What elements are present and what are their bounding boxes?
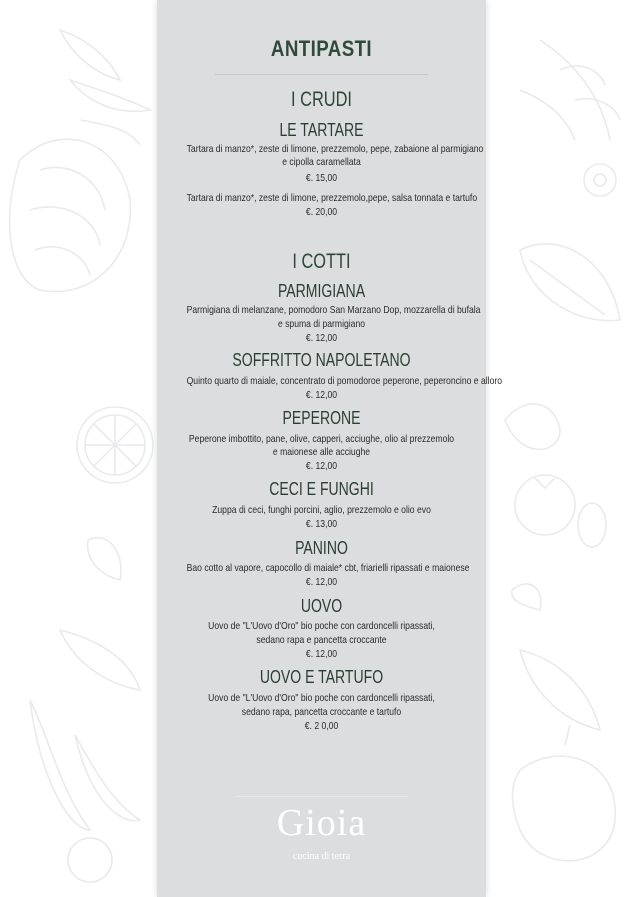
dish-price: €. 12,00	[305, 576, 338, 588]
leaf-icon	[512, 584, 541, 610]
section-title-cotti: I COTTI	[292, 250, 351, 273]
dish-title-soffritto: SOFFRITTO NAPOLETANO	[232, 350, 411, 370]
dish-description: e maionese alle acciughe	[272, 446, 371, 458]
dish-description: Peperone imbottito, pane, olive, capperi, acciughe, olio al prezzemolo	[188, 433, 455, 445]
leaf-icon	[520, 650, 600, 730]
dish-title-ceci-funghi: CECI E FUNGHI	[269, 479, 374, 499]
flower-icon	[584, 164, 616, 196]
chili-pepper-icon	[30, 700, 140, 882]
leaf-icon	[520, 244, 620, 321]
dish-price: €. 13,00	[305, 518, 338, 530]
dish-description: Uovo de "L'Uovo d'Oro" bio poche con cardoncelli ripassati,	[208, 692, 435, 704]
bell-pepper-icon	[513, 725, 616, 861]
leaf-icon	[60, 30, 150, 145]
brand-tagline: cucina di terra	[292, 851, 351, 862]
tomato-icon	[515, 475, 575, 535]
artichoke-icon	[10, 139, 131, 291]
section-title-crudi: I CRUDI	[291, 88, 352, 111]
dish-description: sedano rapa e pancetta croccante	[256, 634, 387, 646]
dish-price: €. 12,00	[305, 460, 338, 472]
dish-title-uovo: UOVO	[300, 596, 343, 616]
garlic-icon	[505, 404, 560, 449]
brand-logo: Gioia	[276, 802, 367, 844]
dish-description: Tartara di manzo*, zeste di limone, prezzemolo,pepe, salsa tonnata e tartufo	[186, 192, 478, 204]
dish-description: Bao cotto al vapore, capocollo di maiale* cbt, friarielli ripassati e maionese	[186, 562, 470, 574]
herb-sprig-icon	[520, 40, 620, 140]
title-divider	[215, 74, 428, 75]
dish-price: €. 12,00	[305, 389, 338, 401]
dish-description: Parmigiana di melanzane, pomodoro San Marzano Dop, mozzarella di bufala	[186, 304, 481, 316]
dish-price: €. 2 0,00	[304, 720, 339, 732]
dish-price: €. 20,00	[305, 206, 338, 218]
leaf-icon	[60, 630, 140, 690]
page-title: ANTIPASTI	[270, 36, 373, 61]
dish-description: Zuppa di ceci, funghi porcini, aglio, prezzemolo e olio evo	[212, 504, 431, 516]
dish-title-panino: PANINO	[295, 538, 348, 558]
dish-title-uovo-tartufo: UOVO E TARTUFO	[259, 667, 384, 687]
menu-panel	[157, 0, 503, 897]
dish-title-peperone: PEPERONE	[282, 408, 361, 428]
dish-description: e cipolla caramellata	[282, 156, 361, 168]
nut-icon	[578, 503, 606, 547]
dish-description: Uovo de "L'Uovo d'Oro" bio poche con cardoncelli ripassati,	[208, 620, 435, 632]
dish-title-tartare: LE TARTARE	[279, 120, 364, 140]
dish-description: Quinto quarto di maiale, concentrato di pomodoroe peperone, peperoncino e alloro	[186, 375, 503, 387]
lemon-slice-icon	[77, 407, 153, 483]
dish-title-parmigiana: PARMIGIANA	[277, 281, 366, 301]
dish-description: Tartara di manzo*, zeste di limone, prezzemolo, pepe, zabaione al parmigiano	[186, 143, 484, 155]
dish-price: €. 12,00	[305, 332, 338, 344]
dish-price: €. 12,00	[305, 648, 338, 660]
leaf-icon	[88, 538, 121, 580]
footer-divider	[235, 796, 408, 797]
dish-description: e spuma di parmigiano	[277, 318, 366, 330]
dish-description: sedano rapa, pancetta croccante e tartufo	[241, 706, 402, 718]
dish-price: €. 15,00	[305, 172, 338, 184]
